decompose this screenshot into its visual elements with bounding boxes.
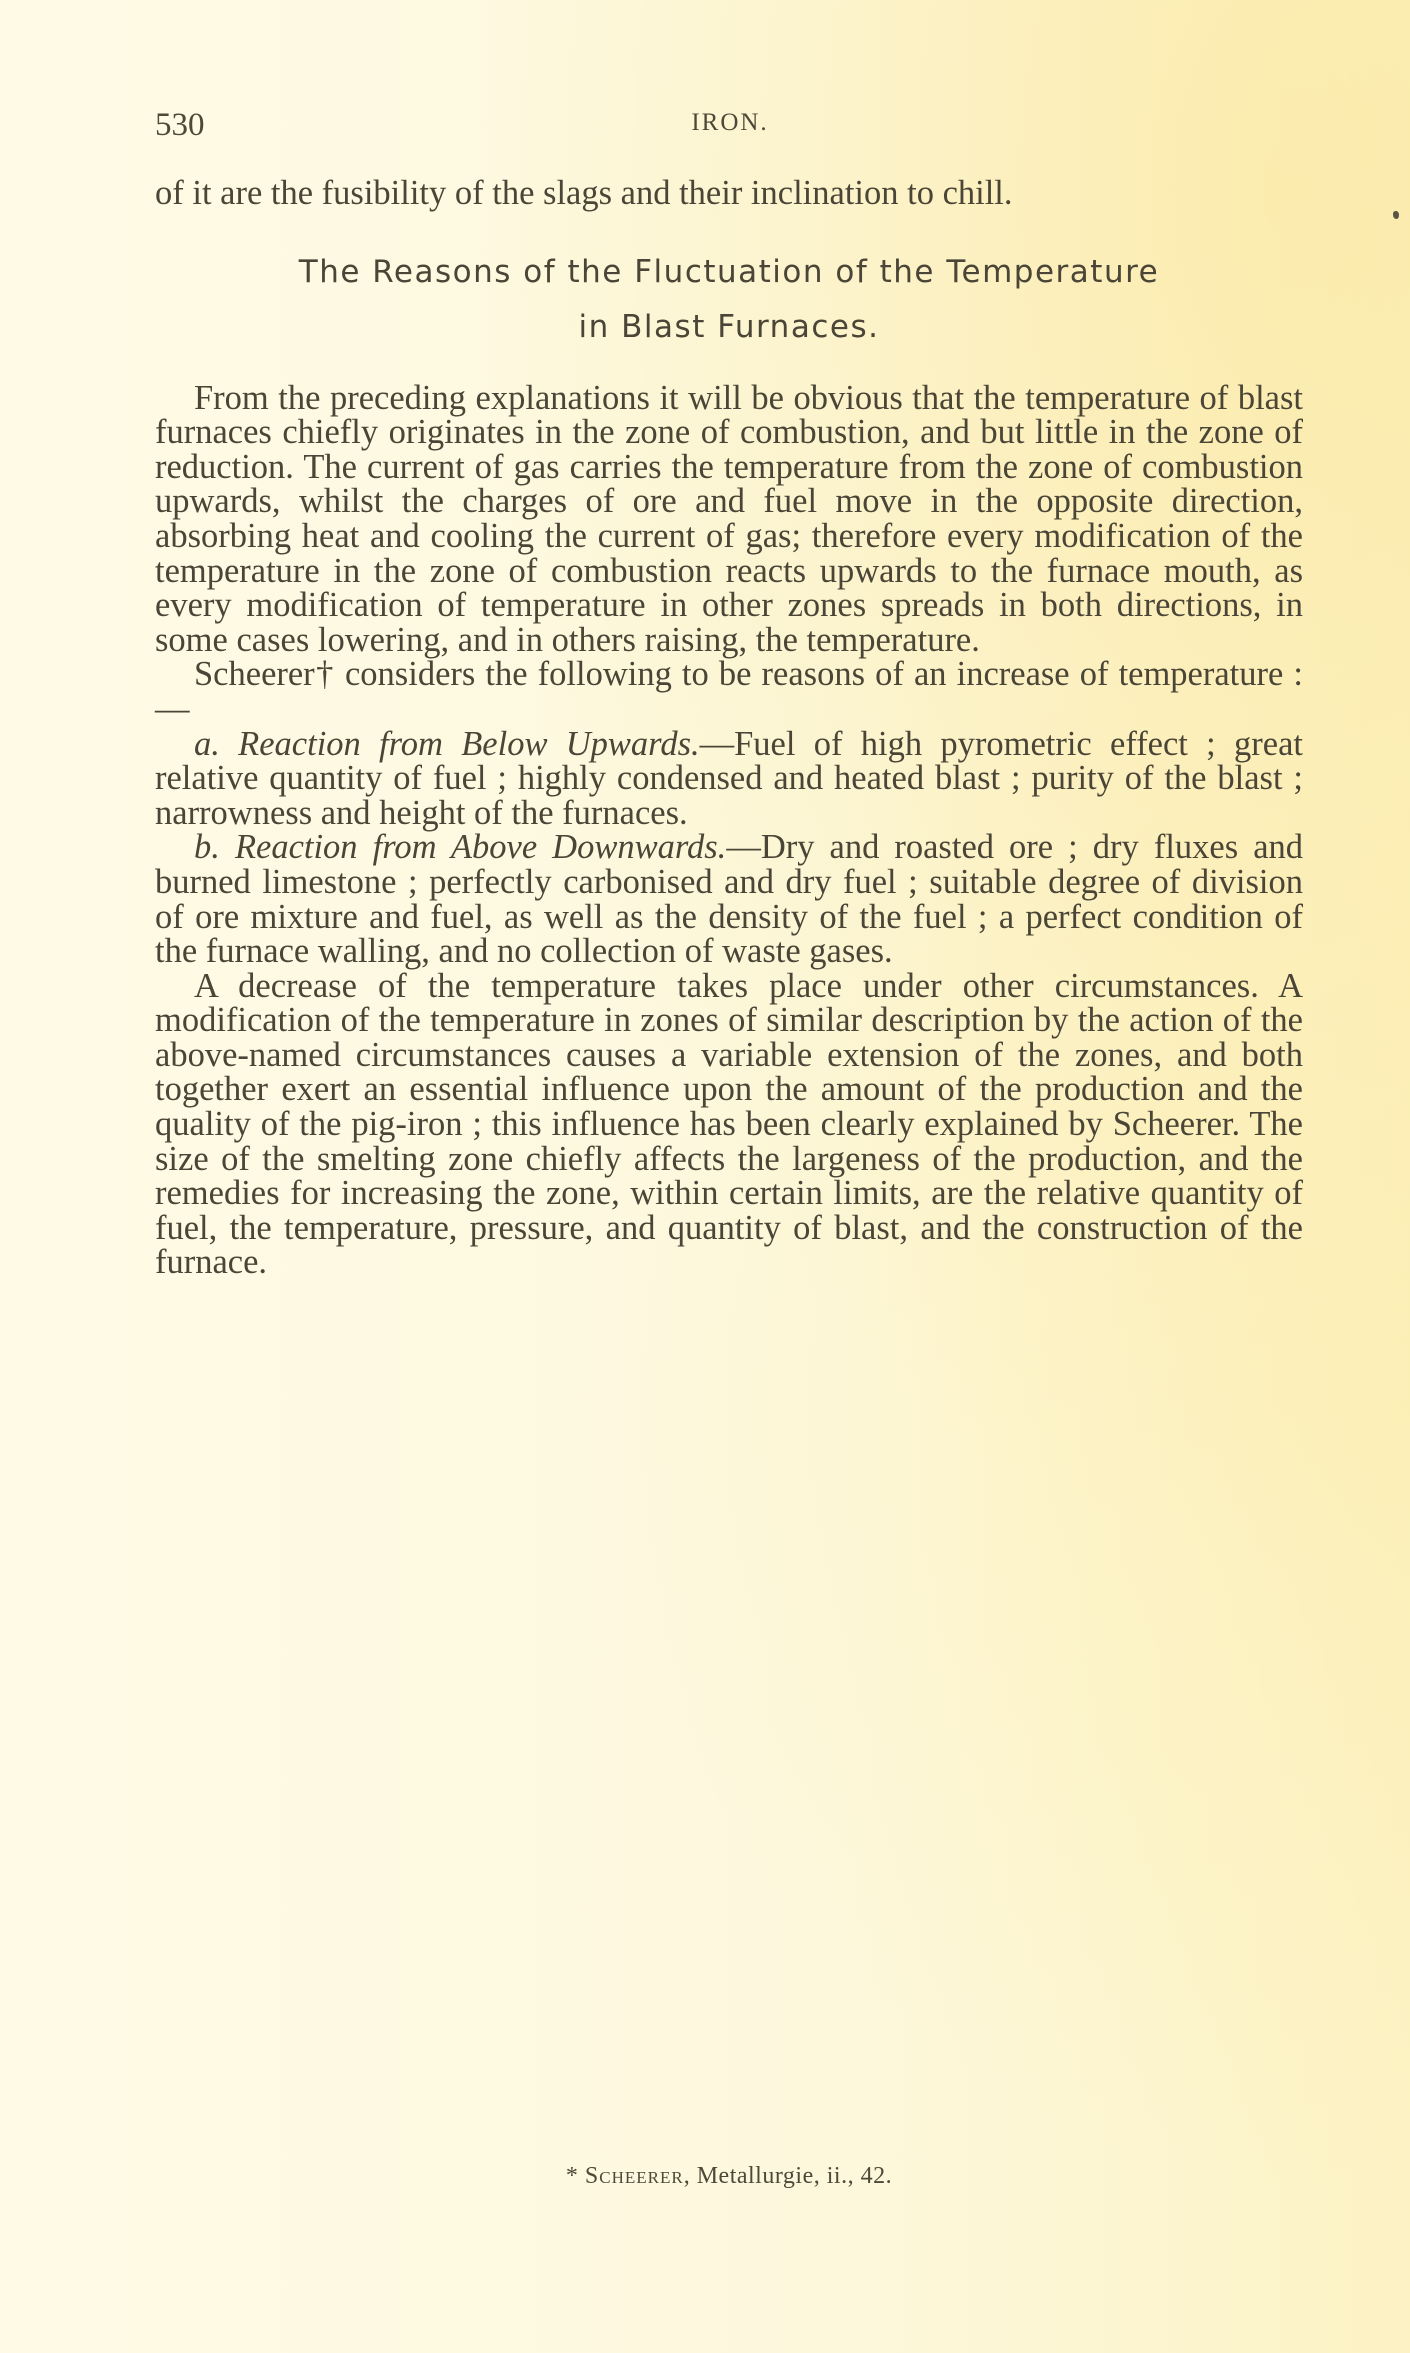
list-item-a xyxy=(155,724,1303,832)
running-title: IRON. xyxy=(691,109,769,136)
body-text xyxy=(155,176,1303,1280)
item-label: a. xyxy=(194,724,239,763)
paragraph-temperature-origin: From the preceding explanations it will be obvious that the temperature of blast furnaces chiefly originates in the zone of combustion, and but little in the zone of reduction. The current of gas carries the temperature from the zone of combustion upwards, whilst the charges of ore and fuel move in the opposite direction, absorbing heat and cooling the current of gas; therefore every modification of the temperature in the zone of combustion reacts upwards to the furnace mouth, as every modification of temperature in other zones spreads in both directions, in some cases lowering, and in others raising, the temperature. xyxy=(155,378,1303,659)
paragraph-text: considers the following to be reasons of an increase of temperature :— xyxy=(155,655,1303,728)
footnote-author: Scheerer xyxy=(584,2163,684,2189)
list-item-b xyxy=(155,828,1304,971)
section-heading-line-2: in Blast Furnaces. xyxy=(578,308,880,345)
item-title: Reaction from Above Downwards. xyxy=(234,828,727,867)
section-heading-line-1: The Reasons of the Fluctuation of the Temperature xyxy=(298,253,1160,290)
footnote-marker: * xyxy=(565,2163,579,2189)
item-text: —Dry and roasted ore ; dry fluxes and burned limestone ; perfectly carbonised and dry fuel ; suitable degree of division of ore mixture and fuel, as well as the density of the fuel ; a perfect condition of the furnace walling, and no collection of waste gases. xyxy=(155,828,1304,971)
item-label: b. xyxy=(194,828,235,867)
author-name: Scheerer xyxy=(194,655,315,694)
item-text: —Fuel of high pyrometric effect ; great relative quantity of fuel ; highly condensed and heated blast ; purity of the blast ; narrowness and height of the furnaces. xyxy=(155,724,1303,832)
footnote xyxy=(155,2163,1303,2190)
footnote-citation: , Metallurgie, ii., 42. xyxy=(683,2163,893,2189)
section-heading xyxy=(155,245,1303,355)
paragraph-temperature-decrease: A decrease of the temperature takes place under other circumstances. A modification of the temperature in zones of similar description by the action of the above-named circumstances causes a variable extension of the zones, and both together exert an essential influence upon the amount of the production and the quality of the pig-iron ; this influence has been clearly explained by Scheerer. The size of the smelting zone chiefly affects the largeness of the production, and the remedies for increasing the zone, within certain limits, are the relative quantity of fuel, the temperature, pressure, and quantity of blast, and the construction of the furnace. xyxy=(155,966,1303,1282)
page-number: 530 xyxy=(155,107,205,143)
ink-speck xyxy=(1393,211,1399,219)
footnote-marker: † xyxy=(314,655,335,694)
item-title: Reaction from Below Upwards. xyxy=(238,724,700,763)
continuation-paragraph: of it are the fusibility of the slags and their inclination to chill. xyxy=(155,174,1013,212)
running-head xyxy=(155,107,1300,147)
paragraph-scheerer-reasons xyxy=(155,657,1303,726)
